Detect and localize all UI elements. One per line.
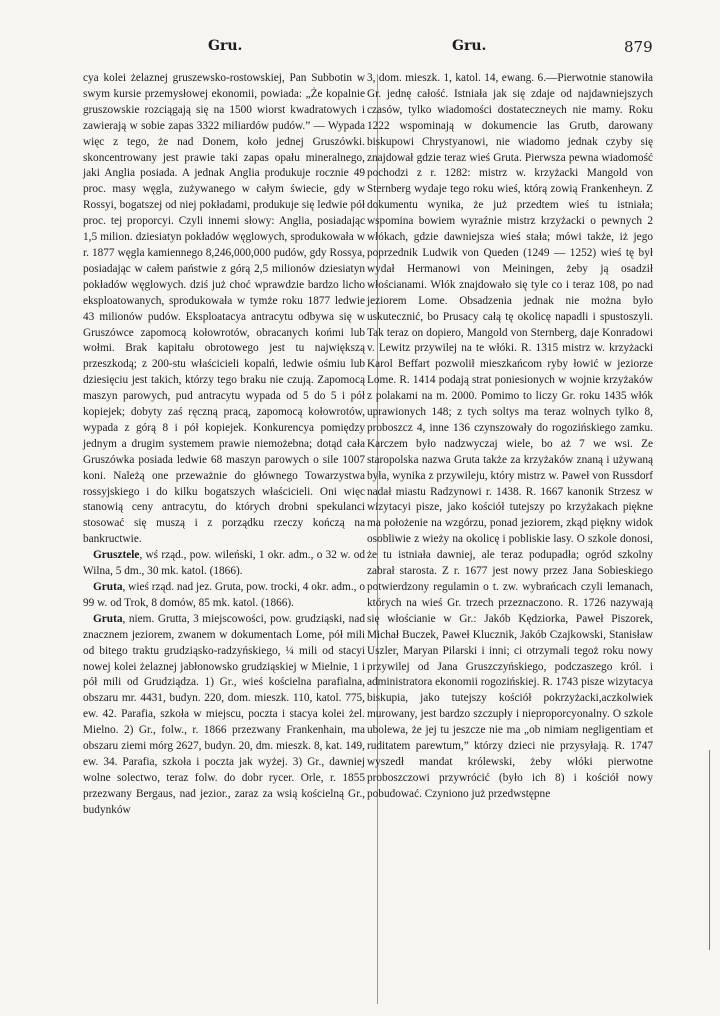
entry-text: , wieś rząd. nad jez. Gruta, pow. trocki, 4 okr. adm., o 99 w. od Trok, 8 domów, 85 mk. katol. (1866). <box>83 581 365 609</box>
entry-continuation <box>367 71 653 803</box>
entry-grusztele <box>83 548 365 580</box>
margin-scan-line <box>709 750 710 950</box>
running-header <box>0 38 720 60</box>
entry-continuation <box>83 71 365 548</box>
header-left-word: Gru. <box>208 38 243 54</box>
entry-gruta-2 <box>83 612 365 819</box>
entry-text: , wś rząd., pow. wileński, 1 okr. adm., o 32 w. od Wilna, 5 dm., 30 mk. katol. (1866). <box>83 549 365 578</box>
right-column <box>367 71 653 803</box>
entry-headword: Gruta <box>93 612 123 625</box>
header-right-word: Gru. <box>452 38 487 54</box>
entry-headword: Grusztele <box>93 549 140 562</box>
entry-text: cya kolei żelaznej gruszewsko-rostowskiej, Pan Subbotin w swym kursie przemysłowej ekonomii, powiada: „Że kopalnie gruszowskie rozciągają się na 1500 wiorst kwadratowych i zawierają w sobie zapas 3322 miliardów pudów.” — Wypada więc z tego, że nad Donem, koło jednej Gruszówki. skoncentrowany jest prawie taki zapas opału mineralnego, jaki Anglia posiada. A jednak Anglia produkuje rocznie 49 proc. masy węgla, zużywanego w całym świecie, gdy w Rossyi, bogatszej od niej pokładami, produkuje się ledwie pół proc. tej proporcyi. Czyli innemi słowy: Anglia, posiadając 1,5 milion. dziesiatyn pokładów węglowych, sprodukowała w r. 1877 węgla kamiennego 8,246,000,000 pudów, gdy Rossya, posiadając w całem państwie z górą 2,5 milionów dziesiatyn pokładów węglowych. dziś już choć wprawdzie bardzo licho eksploatowanych, sprodukowała w tymże roku 1877 ledwie 43 milionów pudów. Eksploatacya antracytu odbywa się w Gruszówce zapomocą kołowrotów, obracanych końmi lub wołmi. Brak kapitału obrotowego jest tu największą przeszkodą; z 200-stu właścicieli kopalń, ledwie ośmiu lub dziesięciu jest takich, którzy tego braku nie czują. Zapomocą maszyn parowych, pud antracytu wypada od 5 do 5 i pół kopiejek; dobyty zaś ręczną pracą, zapomocą kołowrotów, wypada z górą 8 i pół kopiejek. Konkurencya pomiędzy jednym a drugim systemem prawie niemożebna; dotąd cała Gruszówka posiada ledwie 68 maszyn parowych o sile 1007 koni. Należą one przeważnie do głównego Towarzystwa rossyjskiego i do kilku bogatszych właścicieli. Oni więc stanowią ceny antracytu, do których drobni spekulanci stosować się muszą i z porządku rzeczy kończą na bankructwie. <box>83 72 365 546</box>
page-number: 879 <box>624 38 653 56</box>
entry-headword: Gruta <box>93 581 123 593</box>
entry-text: , niem. Grutta, 3 miejscowości, pow. grudziąski, nad znacznem jeziorem, zwanem w dokumentach Lome, pół mili od bitego traktu grudziąsko-radzyńskiego, ¼ mili od stacyi nowej kolei żelaznej jabłonowsko grudziąskiej w Mielnie, 1 i pół mili od Grudziądza. 1) Gr., wieś kościelna parafialna, obszaru mr. 4431, budyn. 220, dom. mieszk. 110, katol. 775, ew. 42. Parafia, szkoła w miejscu, poczta i stacya kolei żel. Mielno. 2) Gr., folw., r. 1866 przezwany Frankenhain, ma obszaru ziemi mórg 2627, budyn. 20, dm. mieszk. 8, kat. 149, ew. 34. Parafia, szkoła i poczta jak wyżej. 3) Gr., dawniej wolne solectwo, teraz folw. do dobr rycer. Orle, r. 1855 przezwany Bergaus, nad jezior., zaraz za wsią kościelną Gr., budynków <box>83 612 365 816</box>
entry-gruta-1 <box>83 580 365 612</box>
left-column <box>83 71 365 819</box>
entry-text: 3, dom. mieszk. 1, katol. 14, ewang. 6.—Pierwotnie stanowiła Gr. jednę całość. Istniała jak się zdaje od najdawniejszych czasów, tylko wiadomości dostateczneych nie mamy. Roku 1222 wspominają w dokumencie las Grutb, darowany biskupowi Chrystyanowi, nie wiadomo jednak czyby się znajdował gdzie teraz wieś Gruta. Pierwsza pewna wiadomość pochodzi z r. 1282: mistrz w. krzyżacki Mangold von Sternberg wydaje tego roku wieś, którą zowią Frankenheyn. Z dokumentu wynika, że już przedtem wieś tu istniała; wspomina bowiem wyraźnie mistrz krzyżacki o pewnych 2 włókach, gdzie dawniejsza wieś stała; mówi także, iż jego poprzednik Ludwik von Queden (1249 — 1252) wieś tę był wydał Hermanowi von Meiningen, żeby ją osadził włościanami. Włók znajdowało się tyle co i teraz 108, po nad jeziorem Lome. Obsadzenia jednak nie można było uskutecznić, bo Prusacy całą tę okolicę napadli i spustoszyli. Tak teraz on dopiero, Mangold von Sternberg, daje Konradowi v. Lewitz przywilej na te włóki. R. 1315 mistrz w. krzyżacki Karol Beffart pozwolił mieszkańcom ryby łowić w jeziorze Lome. R. 1414 podają strat poniesionych w wojnie krzyżaków z polakami na m. 2000. Pomimo to liczy Gr. roku 1435 włók uprawionych 148; z tych soltys ma teraz wolnych tylko 8, proboszcz 4, inne 136 czynszowały do rogozińskiego zamku. Karczem było nadzwyczaj wiele, bo aż 7 we wsi. Ze staropolska nazwa Gruta także za krzyżaków znaną i używaną była, wynika z przywileju, który mistrz w. Paweł von Russdorf nadał miastu Radzynowi r. 1438. R. 1667 kanonik Strzesz w wizytacyi pisze, jako kościół tutejszy po krzyżakach piękne ma położenie na wzgórzu, ponad jeziorem, zkąd piękny widok osobliwie z wieży na okolicę i pobliskie lasy. O szkole donosi, że tu istniała dawniej, ale teraz podupadła; ogród szkolny zabrał starosta. Z r. 1677 jest nowy przez Jana Sobieskiego potwierdzony regulamin o t. zw. wybrańcach czyli lemanach, których na wieś Gr. trzech przeznaczono. R. 1726 nazywają się włościanie w Gr.: Jakób Kędziorka, Paweł Piszorek, Michał Buczek, Paweł Klucznik, Jakób Czajkowski, Stanisław Uszler, Maryan Pilarski i inni; ci otrzymali tegoż roku nowy przywilej od Jana Gruszczyńskiego, podczaszego król. i administratora ekonomii rogozińskiej. R. 1743 pisze wizytacya biskupia, jako tutejszy kościół pokrzyżacki,aczkolwiek murowany, jest bardzo szczupły i nieproporcyonalny. O szkole ubolewa, że jej tu jeszcze nie ma „ob nimiam negligentiam et ruditatem parewtum,” którzy dzieci nie przysyłają. R. 1747 wyszedł mandat królewski, żeby włóki pierwotne proboszczowi przywrócić (było ich 8) i kościół nowy pobudować. Czyniono już przedwstępne <box>367 72 653 800</box>
